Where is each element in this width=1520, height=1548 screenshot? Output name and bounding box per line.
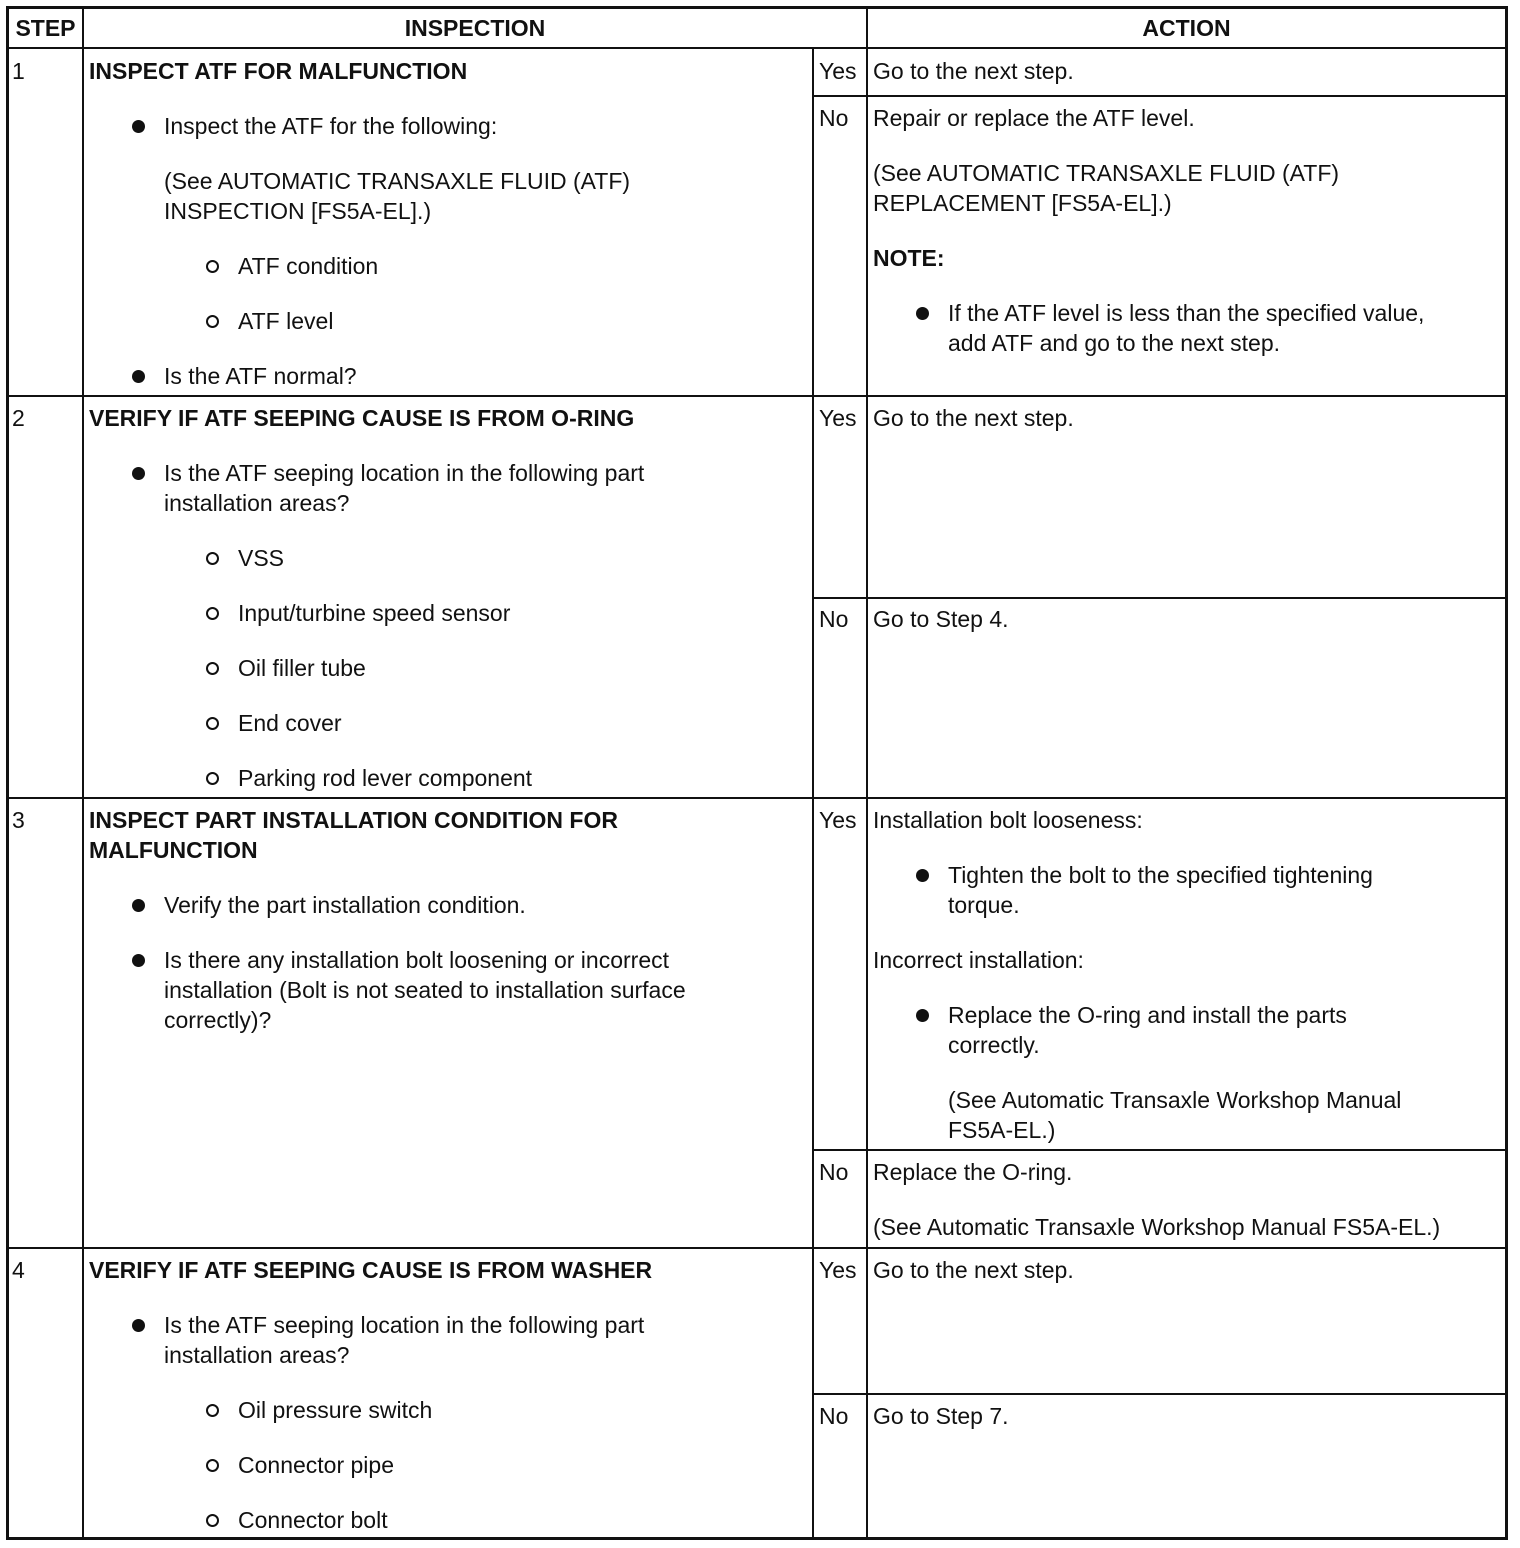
yes-label: Yes	[819, 807, 857, 833]
inspection-subitem: Input/turbine speed sensor	[238, 600, 511, 626]
no-label: No	[819, 1403, 849, 1429]
yesno-divider-step1	[812, 95, 1508, 97]
table-border-bottom	[6, 1537, 1508, 1540]
inspection-reference: INSPECTION [FS5A-EL].)	[164, 198, 432, 224]
sub-bullet-icon	[206, 1404, 219, 1417]
col-divider-yesno	[812, 48, 814, 1540]
bullet-icon	[916, 307, 929, 320]
no-action-reference: REPLACEMENT [FS5A-EL].)	[873, 190, 1172, 216]
no-label: No	[819, 1159, 849, 1185]
yes-action: Go to the next step.	[873, 405, 1074, 431]
note-item: add ATF and go to the next step.	[948, 330, 1281, 356]
inspection-item: correctly)?	[164, 1007, 272, 1033]
inspection-item: Is the ATF seeping location in the following part	[164, 460, 645, 486]
inspection-item: installation areas?	[164, 490, 350, 516]
yesno-divider-step3	[812, 1149, 1508, 1151]
step-title: INSPECT PART INSTALLATION CONDITION FOR	[89, 807, 618, 833]
no-label: No	[819, 105, 849, 131]
bullet-icon	[132, 899, 145, 912]
col-divider-action	[866, 6, 868, 1540]
step-title: MALFUNCTION	[89, 837, 258, 863]
sub-bullet-icon	[206, 607, 219, 620]
step-number: 2	[12, 405, 25, 431]
inspection-subitem: End cover	[238, 710, 342, 736]
inspection-reference: (See AUTOMATIC TRANSAXLE FLUID (ATF)	[164, 168, 631, 194]
table-border-right	[1505, 6, 1508, 1540]
header-action: ACTION	[1142, 15, 1231, 41]
col-divider-step	[82, 6, 84, 1540]
step-title: VERIFY IF ATF SEEPING CAUSE IS FROM WASHER	[89, 1257, 653, 1283]
step-title: INSPECT ATF FOR MALFUNCTION	[89, 58, 468, 84]
inspection-subitem: Connector bolt	[238, 1507, 388, 1533]
no-action: Replace the O-ring.	[873, 1159, 1073, 1185]
bullet-icon	[132, 467, 145, 480]
step-number: 4	[12, 1257, 25, 1283]
yesno-divider-step2	[812, 597, 1508, 599]
row-divider-header	[6, 47, 1508, 49]
inspection-item: Inspect the ATF for the following:	[164, 113, 498, 139]
yes-action: Go to the next step.	[873, 58, 1074, 84]
sub-bullet-icon	[206, 552, 219, 565]
bullet-icon	[132, 954, 145, 967]
inspection-subitem: Oil filler tube	[238, 655, 366, 681]
sub-bullet-icon	[206, 1514, 219, 1527]
sub-bullet-icon	[206, 772, 219, 785]
sub-bullet-icon	[206, 315, 219, 328]
no-action-reference: (See AUTOMATIC TRANSAXLE FLUID (ATF)	[873, 160, 1340, 186]
yes-action-item: torque.	[948, 892, 1020, 918]
sub-bullet-icon	[206, 260, 219, 273]
row-divider-step3	[6, 1247, 1508, 1249]
no-action: Go to Step 7.	[873, 1403, 1009, 1429]
inspection-subitem: ATF condition	[238, 253, 379, 279]
bullet-icon	[916, 1009, 929, 1022]
inspection-subitem: Connector pipe	[238, 1452, 394, 1478]
yes-action-item: Tighten the bolt to the specified tightening	[948, 862, 1373, 888]
bullet-icon	[132, 1319, 145, 1332]
no-action-reference: (See Automatic Transaxle Workshop Manual FS5A-EL.)	[873, 1214, 1441, 1240]
inspection-subitem: ATF level	[238, 308, 334, 334]
row-divider-step1	[6, 395, 1508, 397]
yesno-divider-step4	[812, 1393, 1508, 1395]
inspection-item: Is the ATF seeping location in the following part	[164, 1312, 645, 1338]
inspection-item: installation areas?	[164, 1342, 350, 1368]
inspection-item: Is there any installation bolt loosening or incorrect	[164, 947, 670, 973]
sub-bullet-icon	[206, 717, 219, 730]
note-item: If the ATF level is less than the specified value,	[948, 300, 1425, 326]
yes-label: Yes	[819, 1257, 857, 1283]
yes-action-heading: Installation bolt looseness:	[873, 807, 1143, 833]
note-label: NOTE:	[873, 245, 945, 271]
bullet-icon	[132, 120, 145, 133]
bullet-icon	[132, 370, 145, 383]
yes-action-reference: (See Automatic Transaxle Workshop Manual	[948, 1087, 1402, 1113]
step-number: 3	[12, 807, 25, 833]
bullet-icon	[916, 869, 929, 882]
yes-action-reference: FS5A-EL.)	[948, 1117, 1056, 1143]
table-border-top	[6, 6, 1508, 9]
sub-bullet-icon	[206, 662, 219, 675]
yes-action: Go to the next step.	[873, 1257, 1074, 1283]
no-action: Repair or replace the ATF level.	[873, 105, 1195, 131]
yes-action-heading: Incorrect installation:	[873, 947, 1084, 973]
step-number: 1	[12, 58, 25, 84]
inspection-item: installation (Bolt is not seated to installation surface	[164, 977, 686, 1003]
no-label: No	[819, 606, 849, 632]
inspection-item: Verify the part installation condition.	[164, 892, 526, 918]
yes-label: Yes	[819, 405, 857, 431]
sub-bullet-icon	[206, 1459, 219, 1472]
header-step: STEP	[15, 15, 76, 41]
inspection-subitem: VSS	[238, 545, 285, 571]
inspection-item: Is the ATF normal?	[164, 363, 357, 389]
header-inspection: INSPECTION	[404, 15, 546, 41]
table-border-left	[6, 6, 9, 1540]
yes-action-item: correctly.	[948, 1032, 1040, 1058]
row-divider-step2	[6, 797, 1508, 799]
yes-label: Yes	[819, 58, 857, 84]
inspection-subitem: Parking rod lever component	[238, 765, 533, 791]
step-title: VERIFY IF ATF SEEPING CAUSE IS FROM O-RING	[89, 405, 635, 431]
inspection-subitem: Oil pressure switch	[238, 1397, 433, 1423]
yes-action-item: Replace the O-ring and install the parts	[948, 1002, 1347, 1028]
no-action: Go to Step 4.	[873, 606, 1009, 632]
